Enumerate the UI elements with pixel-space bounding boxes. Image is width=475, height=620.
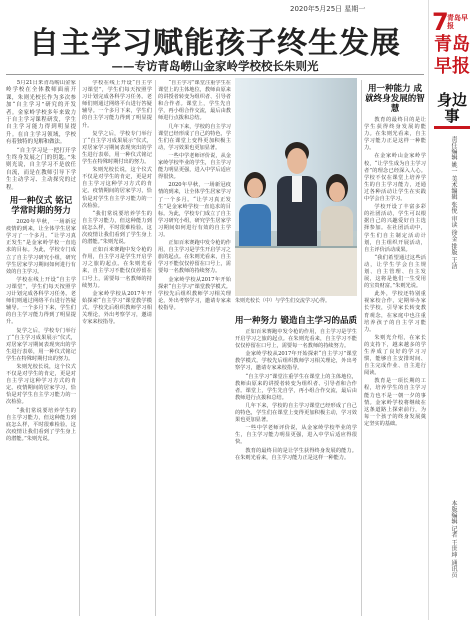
section-1-paragraph: 2020年早秋，一场新冠疫情的到来，让全体学生居家学习了一个多月。“让学习真正发生”是金家岭学校一直追求的目标。为此，学校专门成立了自主学习研究小组，研究学生居家学习期间如何进行有效的自主学习。 <box>158 182 231 238</box>
editors-credit-bottom: 本版编辑 记者 王世坤 通讯员 <box>450 500 457 578</box>
section-1-paragraph: 学校在线上开设“自主学习课堂”，学生们每天按照学习计划完成各科学习任务。老师们则通过网络平台进行答疑辅导。一个多月下来，学生们的自主学习能力得到了明显提升。 <box>6 276 76 326</box>
section-3-paragraph: 学校开设了丰富多彩的社团活动，学生可以根据自己的兴趣爱好自主选择参加。在社团活动中，学生们自主制定活动计划，自主组织开展活动，自主评价活动成果。 <box>364 204 426 253</box>
section-1-paragraph: “我们常说要培养学生的自主学习能力，但这种能力到底怎么样，平时很难检验。这次疫情让我们看到了学生身上的潜能。”朱则光说。 <box>6 407 76 442</box>
section-2-paragraph: “自主学习”课堂注重学生在课堂上的主体地位，教师由原来的讲授者转变为组织者、引导者和合作者。课堂上，学生先自学，再小组合作交流，最后由教师进行点拨和总结。 <box>235 373 357 401</box>
date-line: 2020年5月25日 星期一 <box>290 5 366 13</box>
section-1-paragraph: “我们常说要培养学生的自主学习能力，但这种能力到底怎么样，平时很难检验。这次疫情让我们看到了学生身上的潜能。”朱则光说。 <box>82 210 152 246</box>
page-number: 7 <box>432 8 449 36</box>
column-2 <box>82 80 152 616</box>
paper-logo: 青岛早报 <box>434 34 470 77</box>
section-3-paragraph: 在金家岭山金家岭学校，“让学生成为自主学习者”的理念已经深入人心。学校不仅在课堂上培养学生的自主学习能力，还通过各种活动让学生在实践中学会自主学习。 <box>364 153 426 203</box>
column-3 <box>158 80 231 616</box>
section-name: 身边事 <box>436 91 467 125</box>
section-1-paragraph: 学校在线上开设“自主学习课堂”，学生们每天按照学习计划完成各科学习任务。老师们则通过网络平台进行答疑辅导。一个多月下来，学生们的自主学习能力得到了明显提升。 <box>82 80 152 129</box>
section-3-paragraph: “我们希望通过这些活动，让学生学会自主规划、自主管理、自主发展，这将是他们一生受用的宝贵财富。”朱则光说。 <box>364 254 426 290</box>
section-1-paragraph: 复学之后，学校专门举行了“自主学习成果展示”仪式，对居家学习期间表现突出的学生进行表彰，用一种仪式铭记学生在特殊时期付出的努力。 <box>82 130 152 166</box>
photo-caption: 朱则光校长（中）与学生们交流学习心得。 <box>235 298 331 304</box>
photo-principal <box>275 140 319 260</box>
headline: 自主学习赋能孩子终生发展 <box>29 26 401 61</box>
column-1 <box>6 80 76 616</box>
section-2-paragraph: 正如百米赛跑中发令枪的作用，自主学习是学生开启学习之旅的起点。在朱则光看来，自主学习不能仅仅停留在口号上，需要每一名教师的持续努力。 <box>158 240 231 275</box>
section-2-paragraph: 金家岭学校从2017年开始探索“自主学习”课堂教学模式。学校先后组织教师学习相关理论，外出考察学习，邀请专家来校指导。 <box>82 290 152 326</box>
section-2-paragraph: “自主学习”课堂注重学生在课堂上的主体地位，教师由原来的讲授者转变为组织者、引导者和合作者。课堂上，学生先自学，再小组合作交流，最后由教师进行点拨和总结。 <box>158 80 231 122</box>
article-lead: 5月21日来青岛崂山金家岭学校在全体教师面前开课，朱则光校长作为多次参加“自主学习”研究的开发者。金家岭学校多年来致力于自主学习课程研发，学生自主学习能力得到明显提升。在自主学习领域，学校有着独特的见解和做法。 <box>6 80 76 146</box>
section-3-paragraph: 教育是一项长期的工程，培养学生的自主学习能力也不是一朝一夕的事情。金家岭学校将继续在这条道路上探索前行，为每一个孩子的终身发展奠定坚实的基础。 <box>364 378 426 427</box>
column-divider <box>155 80 156 616</box>
section-2-title: 用一种努力 锻造自主学习的品质 <box>235 316 357 326</box>
article-photo <box>235 78 357 296</box>
section-3-paragraph: 教育的最终目的是让学生获得终身发展的能力。在朱则光看来，自主学习能力正是这样一种能力。 <box>364 117 426 152</box>
section-2-paragraph: 一些中学老师评价说，从金家岭学校毕业的学生，自主学习能力明显更强，进入中学后适应得很快。 <box>235 425 357 446</box>
column-5 <box>364 80 426 616</box>
section-3-paragraph: 教育的最终目的是让学生获得终身发展的能力。在朱则光看来，自主学习能力正是这样一种能力。 <box>235 447 357 461</box>
editors-credit: 责任编辑 姚一 美术编辑 张悦 审读 徐金 排版 王洁 <box>450 136 457 270</box>
section-2-paragraph: 几年下来，学校的自主学习课堂已经形成了自己的特色，学生们在课堂上变得更加积极主动，学习效果也更加显著。 <box>235 402 357 424</box>
column-divider <box>361 80 362 616</box>
photo-desk <box>235 246 357 296</box>
subheadline: ——专访青岛崂山金家岭学校校长朱则光 <box>111 59 319 73</box>
column-4 <box>235 312 357 616</box>
section-3-paragraph: 朱则光介绍，在家长的支持下，越来越多的学生养成了良好的学习习惯，能够自主安排时间、自主完成作业、自主进行阅读。 <box>364 334 426 377</box>
section-1-title: 用一种仪式 铭记学常时期的努力 <box>9 196 73 217</box>
section-3-title: 用一种能力 成就终身发展的智慧 <box>365 84 425 114</box>
section-accent-bar <box>434 126 470 129</box>
section-2-paragraph: 几年下来，学校的自主学习课堂已经形成了自己的特色，学生们在课堂上变得更加积极主动，学习效果也更加显著。 <box>158 123 231 151</box>
article-quote-intro: “自主学习是一把打开学生终身发展之门的钥匙。”朱则光说，自主学习不是放任自流，而是在教师引导下学生主动学习、主动探究的过程。 <box>6 147 76 191</box>
section-1-paragraph: 朱则光校长说，这个仪式不仅是对学生的肯定，更是对自主学习这种学习方式的肯定。疫情期间的居家学习，恰恰是对学生自主学习能力的一次检验。 <box>82 167 152 209</box>
section-2-paragraph: 正如百米赛跑中发令枪的作用，自主学习是学生开启学习之旅的起点。在朱则光看来，自主学习不能仅仅停留在口号上，需要每一名教师的持续努力。 <box>82 247 152 289</box>
section-3-paragraph: 此外，学校还特别重视家校合作，定期举办家长学校，引导家长转变教育观念，在家庭中也注重培养孩子的自主学习能力。 <box>364 291 426 333</box>
section-2-paragraph: 一些中学老师评价说，从金家岭学校毕业的学生，自主学习能力明显更强，进入中学后适应得很快。 <box>158 152 231 181</box>
paper-name: 青岛早报 <box>447 14 468 30</box>
section-1-paragraph: 2020年早秋，一场新冠疫情的到来，让全体学生居家学习了一个多月。“让学习真正发生”是金家岭学校一直追求的目标。为此，学校专门成立了自主学习研究小组，研究学生居家学习期间如何进行有效的自主学习。 <box>6 219 76 275</box>
section-2-paragraph: 金家岭学校从2017年开始探索“自主学习”课堂教学模式。学校先后组织教师学习相关理论，外出考察学习，邀请专家来校指导。 <box>158 276 231 311</box>
section-2-paragraph: 金家岭学校从2017年开始探索“自主学习”课堂教学模式。学校先后组织教师学习相关理论，外出考察学习，邀请专家来校指导。 <box>235 351 357 372</box>
section-2-paragraph: 正如百米赛跑中发令枪的作用，自主学习是学生开启学习之旅的起点。在朱则光看来，自主学习不能仅仅停留在口号上，需要每一名教师的持续努力。 <box>235 329 357 350</box>
column-divider <box>79 80 80 616</box>
section-1-paragraph: 朱则光校长说，这个仪式不仅是对学生的肯定，更是对自主学习这种学习方式的肯定。疫情期间的居家学习，恰恰是对学生自主学习能力的一次检验。 <box>6 363 76 406</box>
headline-rule <box>6 74 424 75</box>
section-1-paragraph: 复学之后，学校专门举行了“自主学习成果展示”仪式，对居家学习期间表现突出的学生进行表彰，用一种仪式铭记学生在特殊时期付出的努力。 <box>6 327 76 362</box>
